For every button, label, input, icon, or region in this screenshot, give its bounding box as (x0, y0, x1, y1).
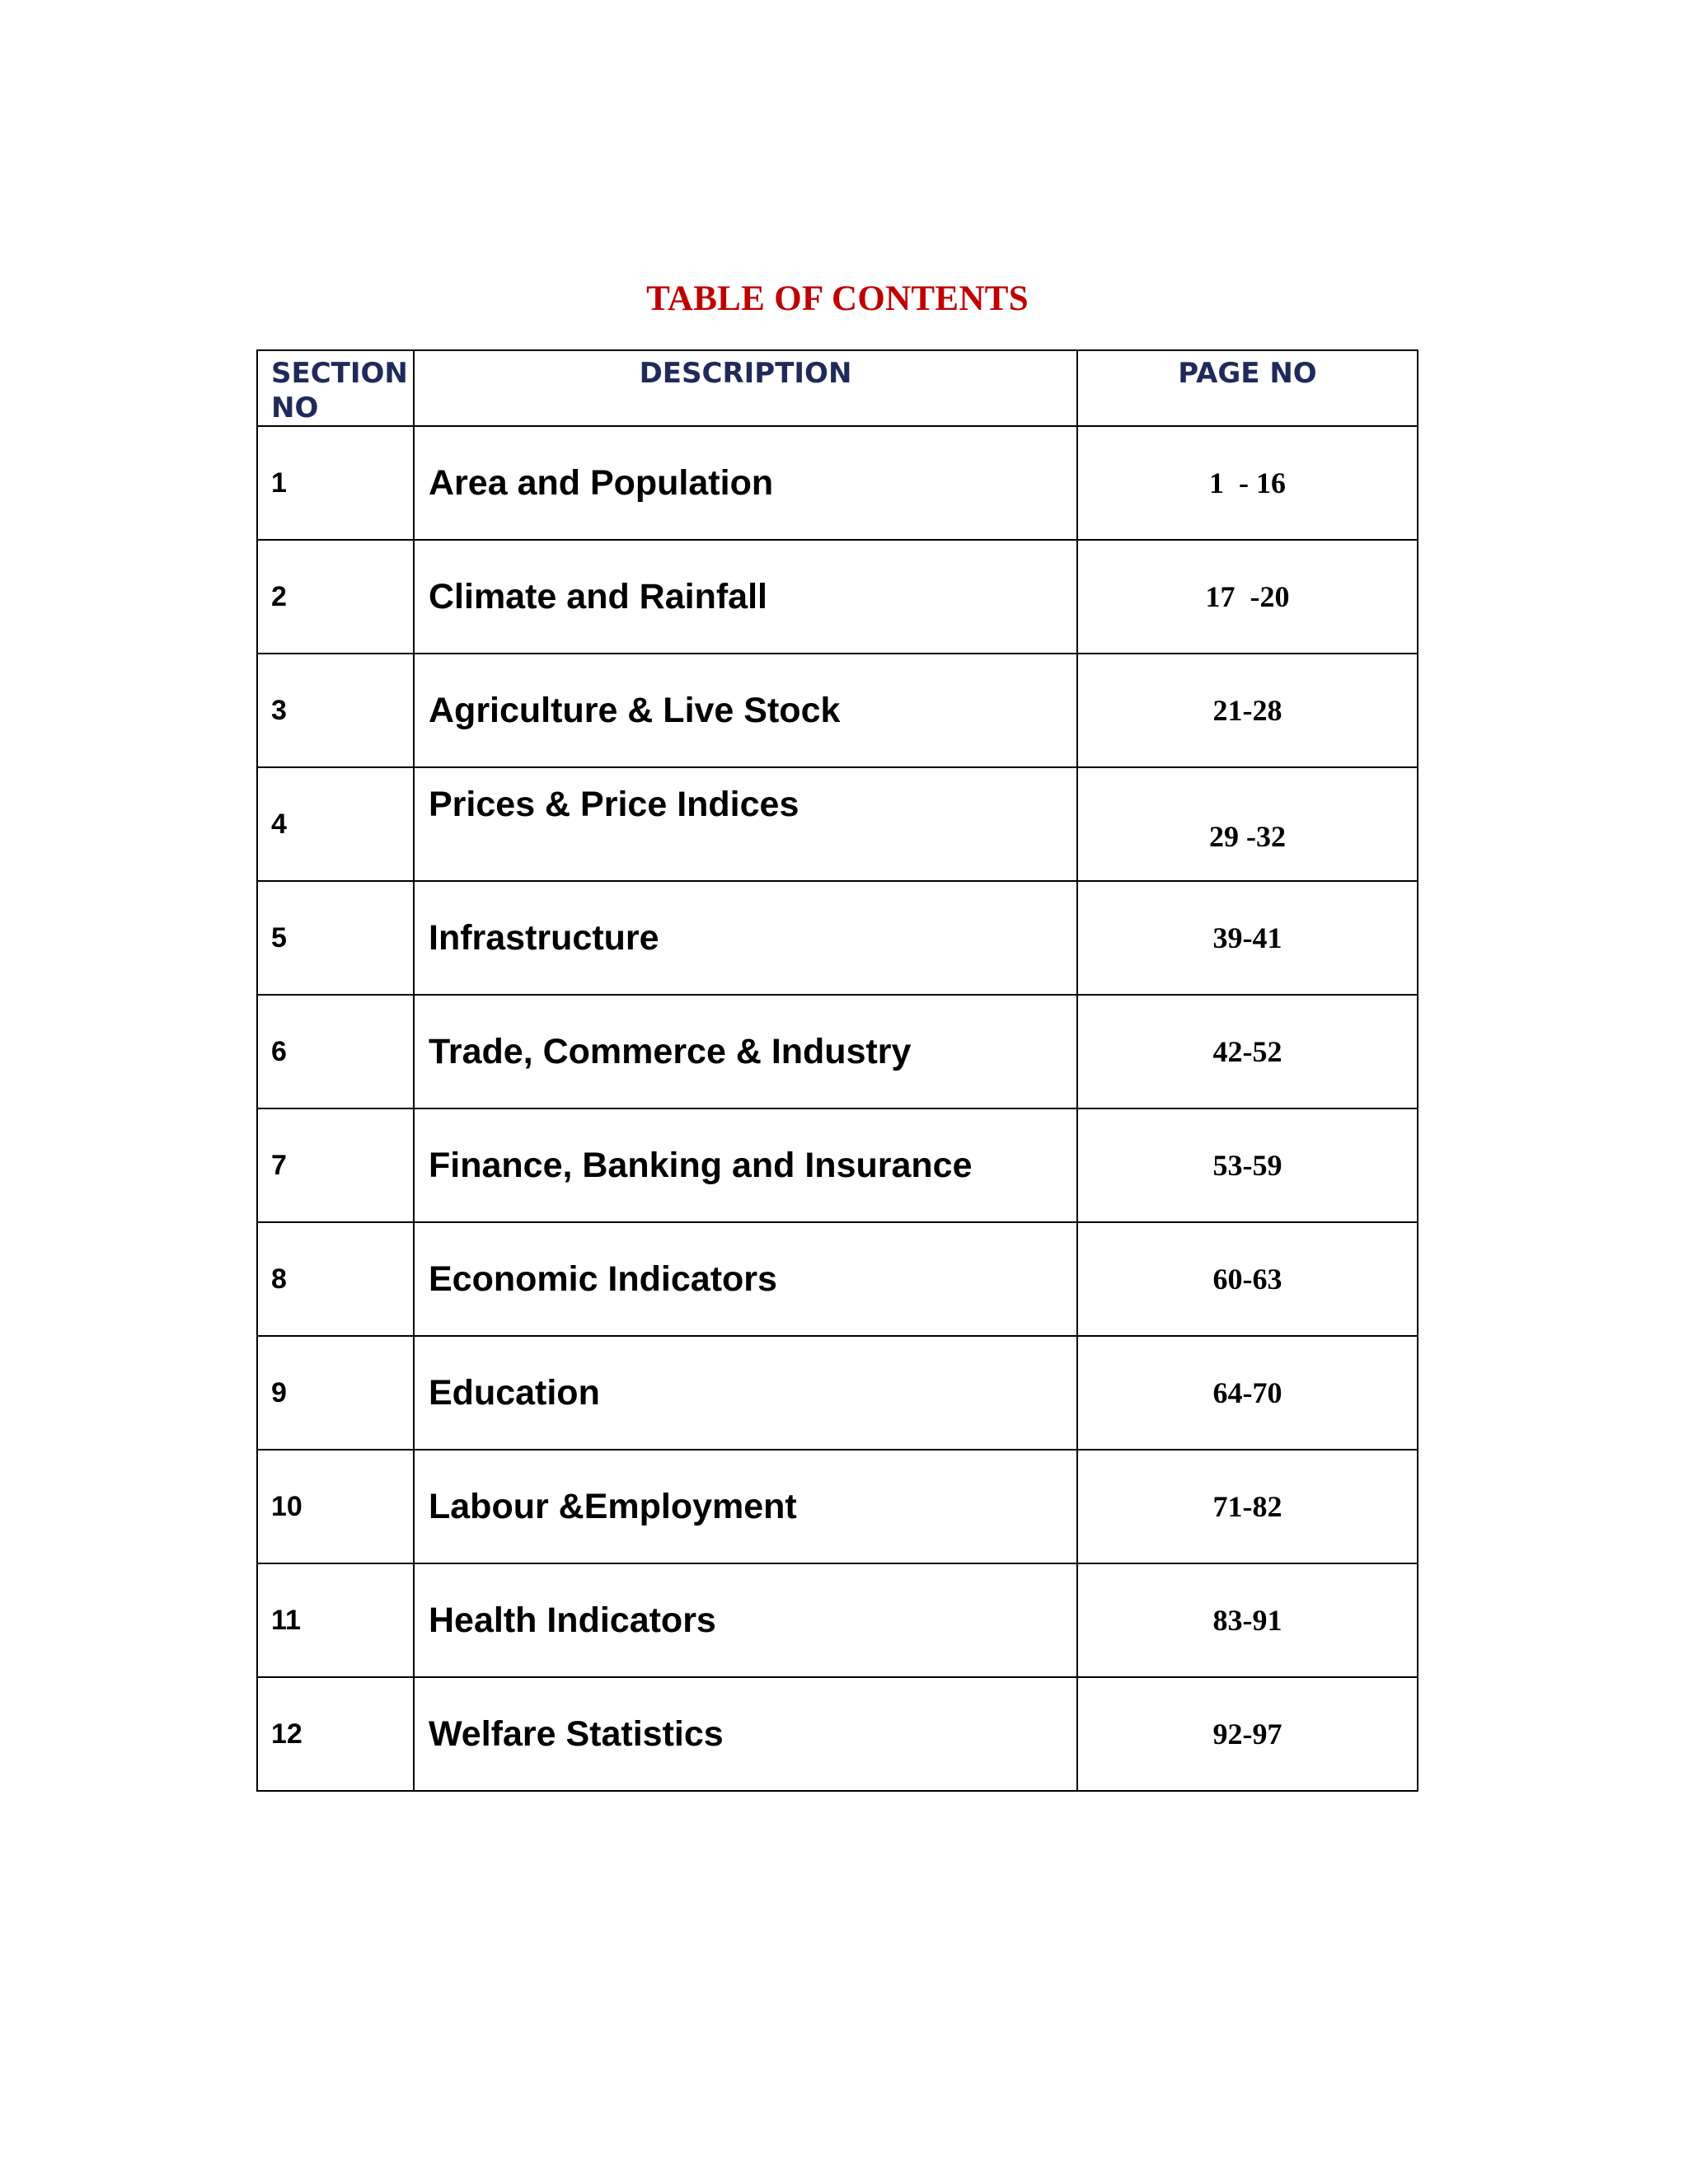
section-number: 5 (257, 881, 414, 995)
table-row (257, 881, 1418, 995)
table-row (257, 1336, 1418, 1450)
page-range: 39-41 (1077, 881, 1418, 995)
page-title: TABLE OF CONTENTS (646, 279, 1029, 318)
page-range: 64-70 (1077, 1336, 1418, 1450)
table-row (257, 540, 1418, 654)
table-row (257, 1222, 1418, 1336)
section-description: Area and Population (414, 426, 1077, 540)
section-number: 4 (257, 767, 414, 881)
section-description: Education (414, 1336, 1077, 1450)
table-header-row (257, 350, 1418, 426)
page-range: 1 - 16 (1077, 426, 1418, 540)
section-description: Labour &Employment (414, 1450, 1077, 1563)
section-description: Economic Indicators (414, 1222, 1077, 1336)
page-range: 92-97 (1077, 1677, 1418, 1791)
section-number: 9 (257, 1336, 414, 1450)
section-number: 1 (257, 426, 414, 540)
header-page-no: PAGE NO (1077, 350, 1418, 426)
table-row (257, 1450, 1418, 1563)
contents-table (256, 349, 1418, 1792)
page-range: 83-91 (1077, 1563, 1418, 1677)
section-number: 11 (257, 1563, 414, 1677)
section-description: Trade, Commerce & Industry (414, 995, 1077, 1108)
page-range: 17 -20 (1077, 540, 1418, 654)
page-range: 60-63 (1077, 1222, 1418, 1336)
page-range: 21-28 (1077, 654, 1418, 767)
section-number: 8 (257, 1222, 414, 1336)
section-description: Finance, Banking and Insurance (414, 1108, 1077, 1222)
section-description: Health Indicators (414, 1563, 1077, 1677)
section-number: 12 (257, 1677, 414, 1791)
section-description: Prices & Price Indices (414, 767, 1077, 881)
table-row (257, 995, 1418, 1108)
table-row (257, 426, 1418, 540)
section-number: 6 (257, 995, 414, 1108)
table-row (257, 1563, 1418, 1677)
section-description: Infrastructure (414, 881, 1077, 995)
header-section-no: SECTION NO (257, 350, 414, 426)
page-range: 29 -32 (1077, 767, 1418, 881)
page-range: 42-52 (1077, 995, 1418, 1108)
table-row (257, 1677, 1418, 1791)
section-description: Climate and Rainfall (414, 540, 1077, 654)
table-row (257, 1108, 1418, 1222)
section-number: 2 (257, 540, 414, 654)
section-description: Welfare Statistics (414, 1677, 1077, 1791)
table-row (257, 767, 1418, 881)
section-description: Agriculture & Live Stock (414, 654, 1077, 767)
page-range: 53-59 (1077, 1108, 1418, 1222)
section-number: 3 (257, 654, 414, 767)
section-number: 7 (257, 1108, 414, 1222)
header-description: DESCRIPTION (414, 350, 1077, 426)
table-row (257, 654, 1418, 767)
page-range: 71-82 (1077, 1450, 1418, 1563)
section-number: 10 (257, 1450, 414, 1563)
